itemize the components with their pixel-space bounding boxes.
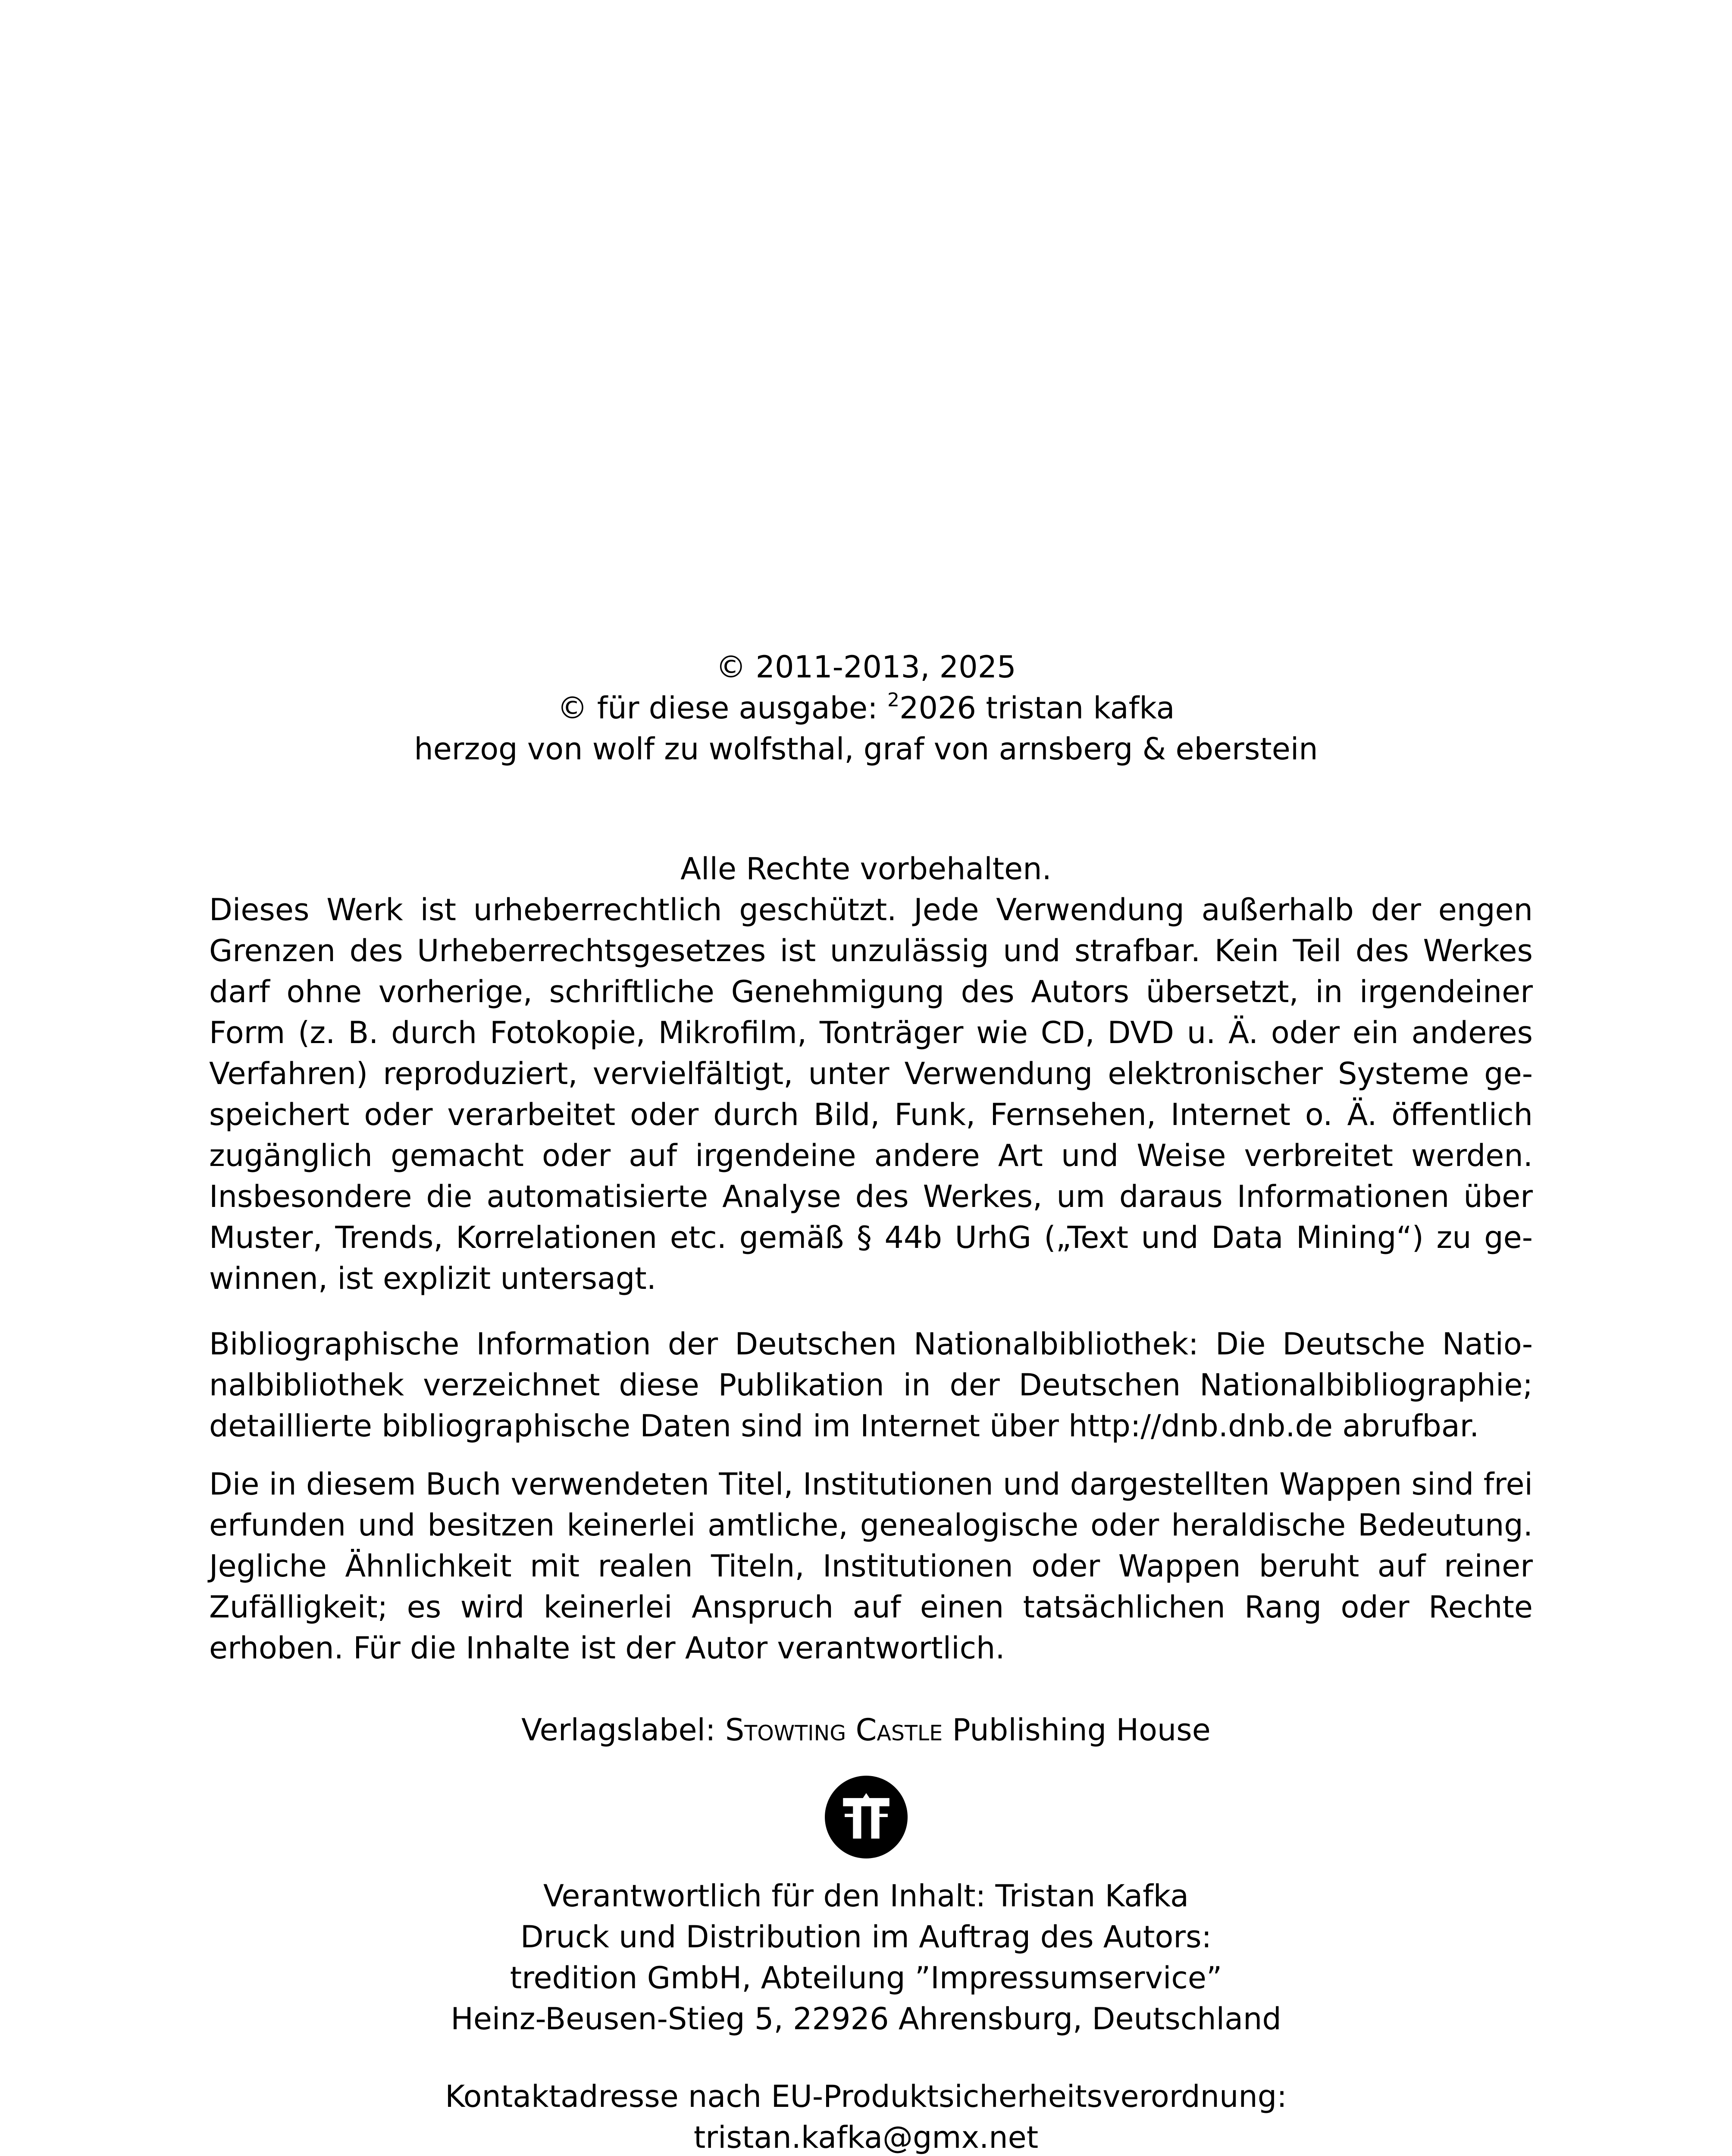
responsible-author: Verantwortlich für den Inhalt: Tristan Kafka [543, 1878, 1189, 1914]
contact-heading: Kontaktadresse nach EU-Produktsicherheitsverordnung: [445, 2079, 1287, 2114]
copyright-notice-paragraph: Dieses Werk ist urheberrechtlich geschützt. Jede Verwendung außerhalb der engen Grenzen des Urheberrechtsgesetzes ist unzulässig und strafbar. Kein Teil des Werkes darf ohne vorherige, schriftliche Genehmigung des Autors übersetzt, in irgendeiner Form (z. B. durch Fotokopie, Mikrofilm, Tonträger wie CD, DVD u. Ä. oder ein anderes Verfahren) reproduziert, vervielfältigt, unter Verwendung elektronischer Systeme gespeichert oder verarbeitet oder durch Bild, Funk, Fernsehen, Internet o. Ä. öffentlich zugänglich gemacht oder auf irgendeine andere Art und Weise verbreitet werden. Insbesondere die automatisierte Analyse des Werkes, um daraus Informationen über Muster, Trends, Korrelationen etc. gemäß § 44b UrhG („Text und Data Mining“) zu gewinnen, ist explizit untersagt. [209, 892, 1533, 1296]
contact-email: tristan.kafka@gmx.net [693, 2120, 1039, 2155]
publisher-label [0, 1710, 1732, 1751]
bibliographic-info-paragraph: Bibliographische Information der Deutschen Nationalbibliothek: Die Deutsche Nationalbibliothek verzeichnet diese Publikation in der Deutschen Nationalbibliographie; detaillierte bibliographische Daten sind im Internet über http://dnb.dnb.de abrufbar. [209, 1326, 1533, 1444]
copyright-years: © 2011-2013, 2025 [716, 649, 1016, 685]
publisher-name: Stowting Castle [725, 1712, 943, 1748]
responsible-block [0, 1876, 1732, 2040]
copyright-edition [0, 688, 1732, 729]
copyright-block [0, 647, 1732, 770]
distribution-note: Druck und Distribution im Auftrag des Autors: [520, 1919, 1212, 1955]
disclaimer-paragraph: Die in diesem Buch verwendeten Titel, Institutionen und dargestellten Wappen sind frei erfunden und besitzen keinerlei amtliche, genealogische oder heraldische Bedeutung. Jegliche Ähnlichkeit mit realen Titeln, Institutionen oder Wappen beruht auf reiner Zufälligkeit; es wird keinerlei Anspruch auf einen tatsächlichen Rang oder Rechte erhoben. Für die Inhalte ist der Autor verantwortlich. [209, 1467, 1533, 1666]
publisher-logo-icon [825, 1776, 908, 1858]
edition-number: 2 [887, 689, 899, 711]
copyright-edition-suffix: 2026 tristan kafka [899, 690, 1175, 726]
distributor-address: Heinz-Beusen-Stieg 5, 22926 Ahrensburg, Deutschland [451, 2001, 1281, 2037]
copyright-edition-prefix: © für diese ausgabe: [557, 690, 887, 726]
publisher-label-suffix: Publishing House [943, 1712, 1211, 1748]
distributor-name: tredition GmbH, Abteilung ”Impressumservice” [510, 1960, 1222, 1996]
rights-heading: Alle Rechte vorbehalten. [680, 851, 1052, 887]
publisher-label-prefix: Verlagslabel: [521, 1712, 725, 1748]
contact-block [0, 2076, 1732, 2156]
author-title: herzog von wolf zu wolfsthal, graf von arnsberg & eberstein [414, 731, 1318, 767]
